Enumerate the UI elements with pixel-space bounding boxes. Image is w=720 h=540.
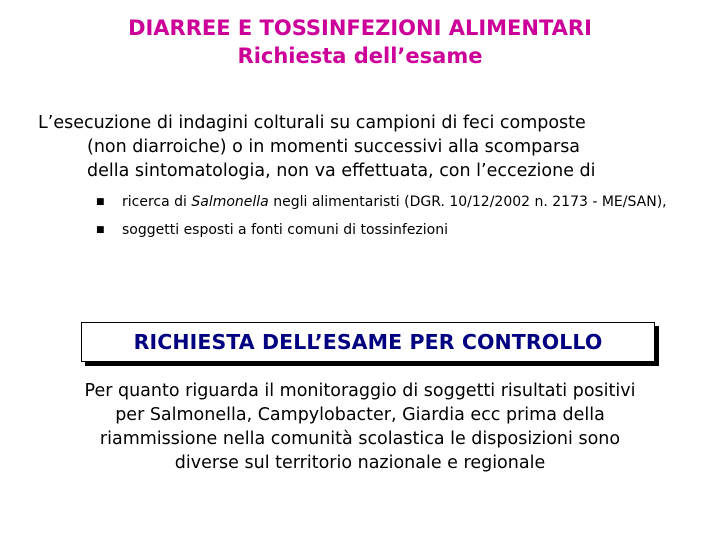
bullet-text: ricerca di Salmonella negli alimentaristi (DGR. 10/12/2002 n. 2173 - ME/SAN), [122, 194, 667, 210]
note-line-3: riammissione nella comunità scolastica le disposizioni sono [99, 429, 621, 449]
title-line-2: Richiesta dell’esame [237, 44, 483, 68]
intro-line-3: della sintomatologia, non va effettuata, con l’eccezione di [87, 161, 596, 181]
italic-term: Salmonella [191, 194, 269, 210]
title-line-1: DIARREE E TOSSINFEZIONI ALIMENTARI [128, 16, 592, 40]
note-line-4: diverse sul territorio nazionale e regionale [174, 453, 546, 473]
square-bullet-icon: ■ [96, 225, 105, 235]
bullet-list [96, 193, 696, 249]
boxed-heading: RICHIESTA DELL’ESAME PER CONTROLLO [81, 322, 655, 362]
note-line-1: Per quanto riguarda il monitoraggio di soggetti risultati positivi [84, 381, 636, 401]
intro-line-2: (non diarroiche) o in momenti successivi alla scomparsa [87, 137, 581, 157]
list-item [96, 193, 696, 211]
intro-line-1: L’esecuzione di indagini colturali su campioni di feci composte [38, 113, 586, 133]
note-line-2: per Salmonella, Campylobacter, Giardia ecc prima della [115, 405, 605, 425]
list-item [96, 221, 696, 239]
slide-title [0, 14, 720, 70]
intro-paragraph [38, 111, 688, 183]
note-paragraph [30, 379, 690, 475]
square-bullet-icon: ■ [96, 197, 105, 207]
bullet-text: soggetti esposti a fonti comuni di tossinfezioni [122, 222, 448, 238]
